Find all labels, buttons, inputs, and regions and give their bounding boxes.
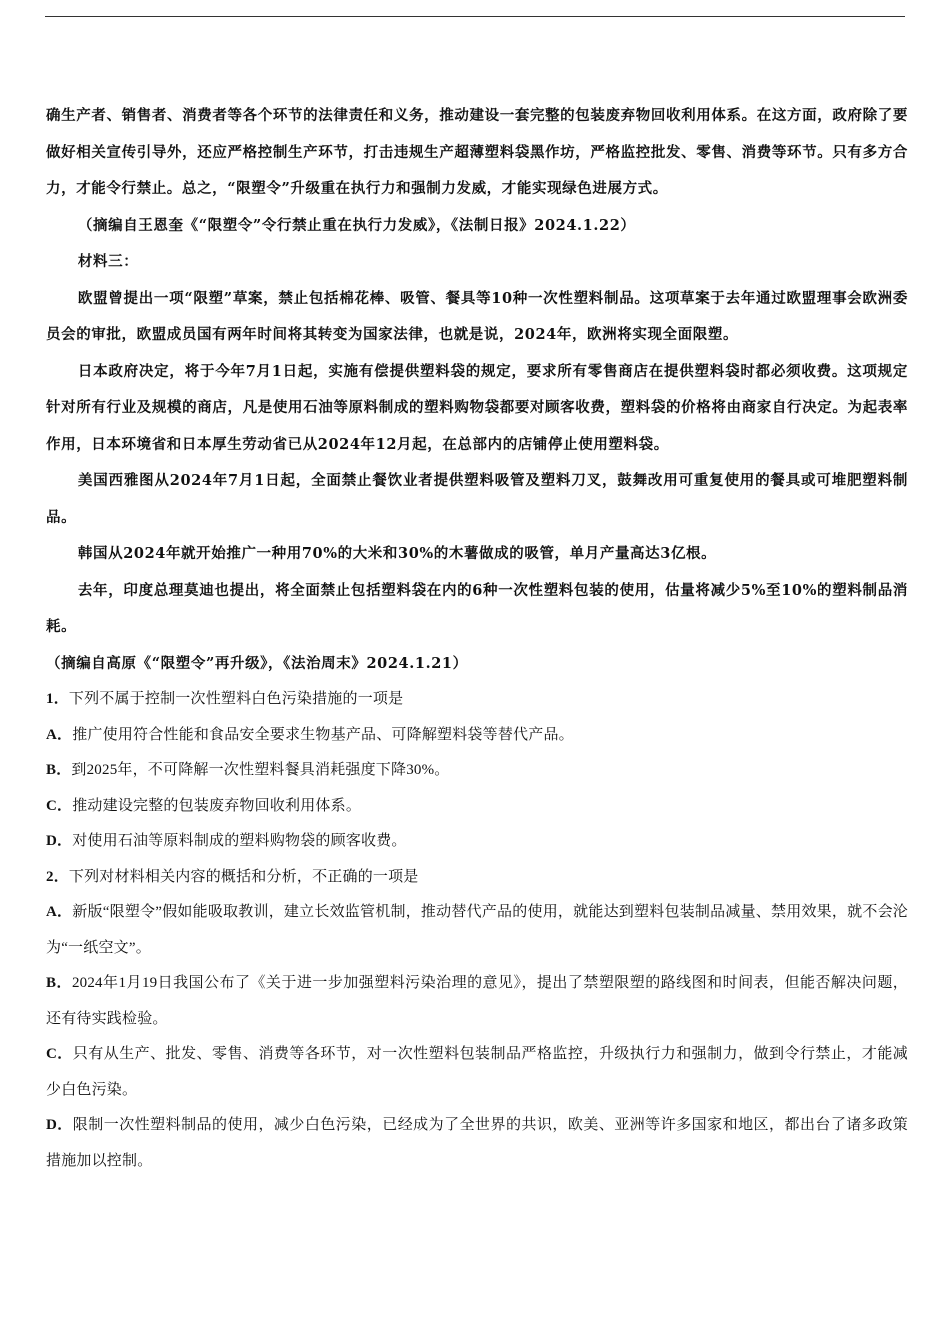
option-label: A． xyxy=(46,904,73,920)
option-a xyxy=(46,718,908,754)
passage-paragraph-japan: 日本政府决定，将于今年7月1日起，实施有偿提供塑料袋的规定，要求所有零售商店在提供塑料袋时都必须收费。这项规定针对所有行业及规模的商店，凡是使用石油等原料制成的塑料购物袋都要对顾客收费，塑料袋的价格将由商家自行决定。为起表率作用，日本环境省和日本厚生劳动省已从2024年12月起，在总部内的店铺停止使用塑料袋。 xyxy=(46,362,908,453)
option-text: 对使用石油等原料制成的塑料购物袋的顾客收费。 xyxy=(72,833,407,849)
option-label: B． xyxy=(46,975,72,991)
option-a xyxy=(46,895,908,966)
option-text: 推动建设完整的包装废弃物回收利用体系。 xyxy=(72,797,362,814)
question-2 xyxy=(46,860,908,1180)
option-c xyxy=(46,789,908,825)
option-text: 2024年1月19日我国公布了《关于进一步加强塑料污染治理的意见》，提出了禁塑限塑的路线图和时间表，但能否解决问题，还有待实践检验。 xyxy=(46,975,908,1027)
option-text: 限制一次性塑料制品的使用，减少白色污染，已经成为了全世界的共识，欧美、亚洲等许多国家和地区，都出台了诸多政策措施加以控制。 xyxy=(46,1117,908,1169)
option-label: C． xyxy=(46,797,73,814)
passage-paragraph-seattle: 美国西雅图从2024年7月1日起，全面禁止餐饮业者提供塑料吸管及塑料刀叉，鼓舞改用可重复使用的餐具或可堆肥塑料制品。 xyxy=(46,472,908,526)
option-label: D． xyxy=(46,1117,73,1133)
passage-paragraph-eu: 欧盟曾提出一项“限塑”草案，禁止包括棉花棒、吸管、餐具等10种一次性塑料制品。这项草案于去年通过欧盟理事会欧洲委员会的审批，欧盟成员国有两年时间将其转变为国家法律，也就是说，2024年，欧洲将实现全面限塑。 xyxy=(46,289,908,343)
question-number: 1． xyxy=(46,691,69,707)
option-text: 到2025年，不可降解一次性塑料餐具消耗强度下降30%。 xyxy=(71,762,450,778)
option-label: B． xyxy=(46,762,72,778)
option-b xyxy=(46,966,908,1037)
option-text: 只有从生产、批发、零售、消费等各环节，对一次性塑料包装制品严格监控，升级执行力和强制力，做到令行禁止，才能减少白色污染。 xyxy=(46,1046,908,1098)
passage-paragraph-korea: 韩国从2024年就开始推广一种用70%的大米和30%的木薯做成的吸管，单月产量高达3亿根。 xyxy=(77,545,717,562)
document-body xyxy=(46,98,908,1179)
option-d xyxy=(46,824,908,860)
question-stem xyxy=(46,860,908,896)
header-rule xyxy=(45,16,905,17)
passage-paragraph-1: 确生产者、销售者、消费者等各个环节的法律责任和义务，推动建设一套完整的包装废弃物回收利用体系。在这方面，政府除了要做好相关宣传引导外，还应严格控制生产环节，打击违规生产超薄塑料袋黑作坊，严格监控批发、零售、消费等环节。只有多方合力，才能令行禁止。总之，“限塑令”升级重在执行力和强制力发威，才能实现绿色进展方式。 xyxy=(46,107,908,197)
source-citation-2: （摘编自高原《“限塑令”再升级》，《法治周末》2024.1.21） xyxy=(46,654,468,672)
question-text: 下列不属于控制一次性塑料白色污染措施的一项是 xyxy=(68,691,404,707)
option-text: 推广使用符合性能和食品安全要求生物基产品、可降解塑料袋等替代产品。 xyxy=(72,726,574,743)
source-citation-1: （摘编自王恩奎《“限塑令”令行禁止重在执行力发威》，《法制日报》2024.1.22） xyxy=(77,216,636,234)
option-label: A． xyxy=(46,726,73,743)
option-c xyxy=(46,1037,908,1108)
option-b xyxy=(46,753,908,789)
option-label: D． xyxy=(46,833,73,849)
option-label: C． xyxy=(46,1046,73,1062)
question-number: 2． xyxy=(46,868,69,885)
question-1 xyxy=(46,682,908,860)
option-d xyxy=(46,1108,908,1179)
question-text: 下列对材料相关内容的概括和分析，不正确的一项是 xyxy=(68,868,419,885)
passage-paragraph-india: 去年，印度总理莫迪也提出，将全面禁止包括塑料袋在内的6种一次性塑料包装的使用，估量将减少5%至10%的塑料制品消耗。 xyxy=(46,581,908,635)
option-text: 新版“限塑令”假如能吸取教训，建立长效监管机制，推动替代产品的使用，就能达到塑料包装制品减量、禁用效果，就不会沦为“一纸空文”。 xyxy=(46,904,908,956)
material-3-heading: 材料三： xyxy=(77,253,139,270)
question-stem xyxy=(46,682,908,718)
